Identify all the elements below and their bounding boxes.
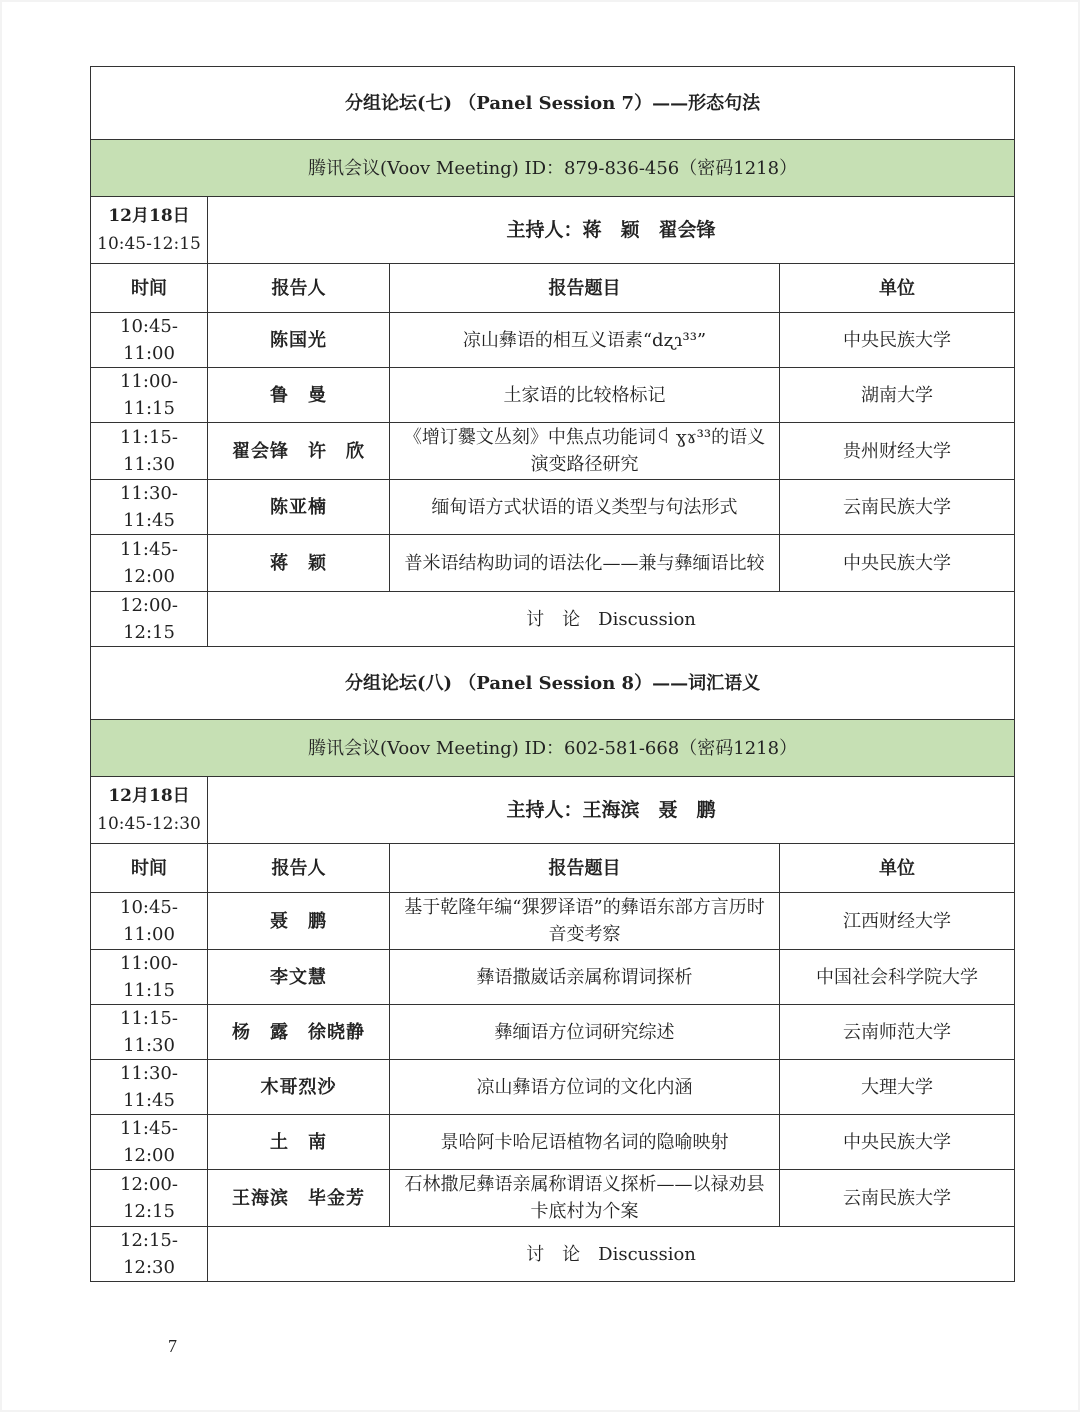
row-title: 景哈阿卡哈尼语植物名词的隐喻映射 [390,1115,780,1170]
row-title: 土家语的比较格标记 [390,368,780,423]
session-date: 12月18日 [108,206,190,226]
row-time: 10:45-11:00 [91,313,208,368]
row-time: 11:30-11:45 [91,1060,208,1115]
row-speaker: 鲁 曼 [208,368,390,423]
row-title: 凉山彝语的相互义语素“dʐɿ³³” [390,313,780,368]
row-title: 普米语结构助词的语法化——兼与彝缅语比较 [390,535,780,592]
session-title-row [91,67,1015,140]
table-row [91,893,1015,950]
page-number: 7 [168,1336,177,1356]
row-speaker: 土 南 [208,1115,390,1170]
row-title: 彝语撒崴话亲属称谓词探析 [390,950,780,1005]
discussion-row [91,592,1015,647]
session-host: 主持人：王海滨 聂 鹏 [208,777,1015,844]
row-time: 11:30-11:45 [91,480,208,535]
session-title: 分组论坛(八) （Panel Session 8）——词汇语义 [91,647,1015,720]
header-title: 报告题目 [390,844,780,893]
row-time: 11:15-11:30 [91,423,208,480]
session-time-range: 10:45-12:15 [97,234,201,254]
meeting-info: 腾讯会议(Voov Meeting) ID：879-836-456（密码1218） [91,140,1015,197]
row-unit: 云南民族大学 [780,480,1015,535]
row-time: 11:00-11:15 [91,950,208,1005]
discussion-time: 12:15-12:30 [91,1227,208,1282]
row-unit: 云南师范大学 [780,1005,1015,1060]
table-row [91,535,1015,592]
table-row [91,1005,1015,1060]
row-speaker: 李文慧 [208,950,390,1005]
session-title-row [91,647,1015,720]
schedule-table [90,66,1015,1282]
document-page [2,2,1078,1410]
table-row [91,950,1015,1005]
session-date-time [91,777,208,844]
table-row [91,1170,1015,1227]
row-unit: 贵州财经大学 [780,423,1015,480]
header-title: 报告题目 [390,264,780,313]
session-host: 主持人：蒋 颖 翟会锋 [208,197,1015,264]
header-speaker: 报告人 [208,264,390,313]
table-header-row [91,844,1015,893]
table-row [91,1115,1015,1170]
row-speaker: 杨 露 徐晓静 [208,1005,390,1060]
table-row [91,313,1015,368]
meeting-info: 腾讯会议(Voov Meeting) ID：602-581-668（密码1218） [91,720,1015,777]
row-time: 11:00-11:15 [91,368,208,423]
header-speaker: 报告人 [208,844,390,893]
row-title: 基于乾隆年编“猓猡译语”的彝语东部方言历时音变考察 [390,893,780,950]
row-unit: 中国社会科学院大学 [780,950,1015,1005]
row-speaker: 陈亚楠 [208,480,390,535]
row-unit: 中央民族大学 [780,313,1015,368]
table-row [91,423,1015,480]
discussion-label: 讨 论 Discussion [208,592,1015,647]
row-unit: 中央民族大学 [780,535,1015,592]
host-row [91,777,1015,844]
session-date: 12月18日 [108,786,190,806]
row-time: 11:45-12:00 [91,1115,208,1170]
row-time: 11:45-12:00 [91,535,208,592]
row-speaker: 聂 鹏 [208,893,390,950]
row-time: 10:45-11:00 [91,893,208,950]
row-time: 12:00-12:15 [91,1170,208,1227]
header-time: 时间 [91,844,208,893]
row-title: 凉山彝语方位词的文化内涵 [390,1060,780,1115]
row-title: 石林撒尼彝语亲属称谓语义探析——以禄劝县卡底村为个案 [390,1170,780,1227]
row-unit: 湖南大学 [780,368,1015,423]
session-time-range: 10:45-12:30 [97,814,201,834]
discussion-time: 12:00-12:15 [91,592,208,647]
row-speaker: 翟会锋 许 欣 [208,423,390,480]
table-row [91,480,1015,535]
session-title: 分组论坛(七) （Panel Session 7）——形态句法 [91,67,1015,140]
table-header-row [91,264,1015,313]
row-unit: 江西财经大学 [780,893,1015,950]
row-title: 《增订爨文丛刻》中焦点功能词ꒉ ɣɤ³³的语义演变路径研究 [390,423,780,480]
host-row [91,197,1015,264]
row-time: 11:15-11:30 [91,1005,208,1060]
row-unit: 中央民族大学 [780,1115,1015,1170]
session-date-time [91,197,208,264]
header-time: 时间 [91,264,208,313]
row-speaker: 蒋 颖 [208,535,390,592]
row-speaker: 木哥烈沙 [208,1060,390,1115]
discussion-row [91,1227,1015,1282]
row-speaker: 王海滨 毕金芳 [208,1170,390,1227]
header-unit: 单位 [780,844,1015,893]
row-speaker: 陈国光 [208,313,390,368]
row-title: 彝缅语方位词研究综述 [390,1005,780,1060]
table-row [91,368,1015,423]
meeting-info-row [91,720,1015,777]
meeting-info-row [91,140,1015,197]
row-unit: 大理大学 [780,1060,1015,1115]
header-unit: 单位 [780,264,1015,313]
row-unit: 云南民族大学 [780,1170,1015,1227]
row-title: 缅甸语方式状语的语义类型与句法形式 [390,480,780,535]
discussion-label: 讨 论 Discussion [208,1227,1015,1282]
table-row [91,1060,1015,1115]
